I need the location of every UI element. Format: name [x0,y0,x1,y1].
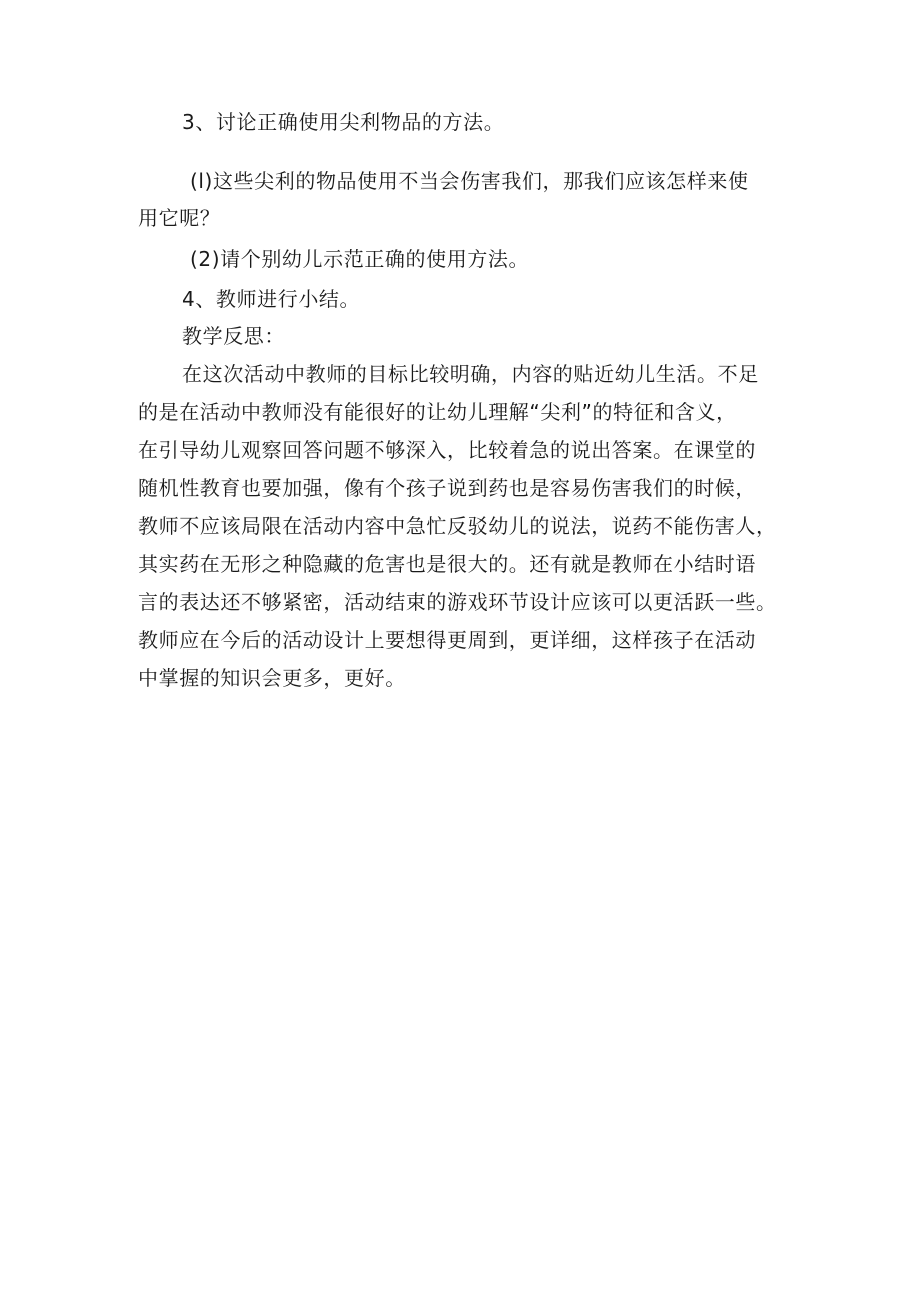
reflection-line: 教师不应该局限在活动内容中急忙反驳幼儿的说法，说药不能伤害人， [138,514,777,538]
step3-heading: 3、讨论正确使用尖利物品的方法。 [182,110,505,134]
sub-step-1-line-1: (l)这些尖利的物品使用不当会伤害我们，那我们应该怎样来使 [190,169,749,193]
reflection-line: 教师应在今后的活动设计上要想得更周到，更详细，这样孩子在活动 [138,628,756,652]
reflection-line: 中掌握的知识会更多，更好。 [138,666,406,690]
reflection-line: 言的表达还不够紧密，活动结束的游戏环节设计应该可以更活跃一些。 [138,590,777,614]
sub-step-2: (2)请个别幼儿示范正确的使用方法。 [190,247,530,271]
reflection-line: 其实药在无形之种隐藏的危害也是很大的。还有就是教师在小结时语 [138,552,756,576]
reflection-line: 随机性教育也要加强，像有个孩子说到药也是容易伤害我们的时候， [138,476,756,500]
sub-step-1-line-2: 用它呢？ [138,206,221,230]
reflection-heading: 教学反思： [182,324,285,348]
reflection-line: 的是在活动中教师没有能很好的让幼儿理解“尖利”的特征和含义， [138,400,737,424]
reflection-line: 在引导幼儿观察回答问题不够深入，比较着急的说出答案。在课堂的 [138,438,756,462]
reflection-line: 在这次活动中教师的目标比较明确，内容的贴近幼儿生活。不足 [182,362,759,386]
step4-heading: 4、教师进行小结。 [182,287,361,311]
